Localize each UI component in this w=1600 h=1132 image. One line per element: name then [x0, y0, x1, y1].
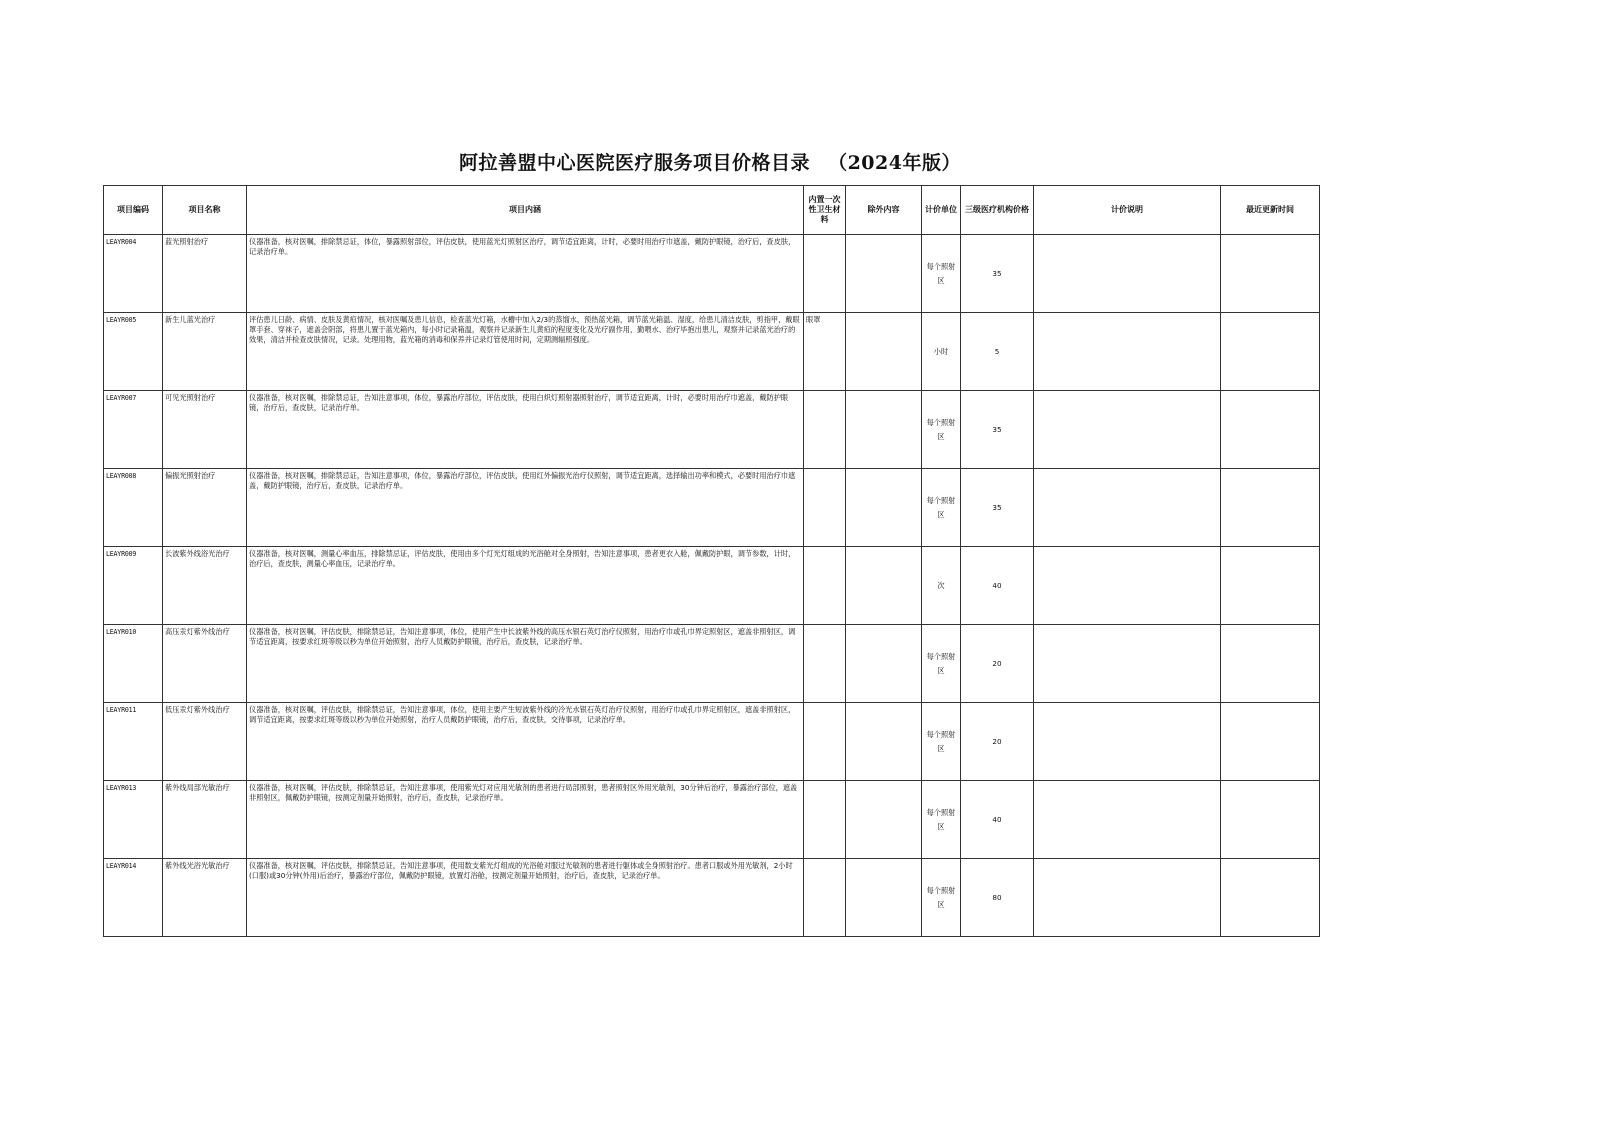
item-disposable: [804, 235, 846, 313]
item-excluded: [846, 625, 922, 703]
item-name: 可见光照射治疗: [163, 391, 247, 469]
table-row: [104, 313, 1320, 391]
item-note: [1034, 703, 1221, 781]
item-note: [1034, 313, 1221, 391]
header-unit: 计价单位: [922, 186, 961, 235]
item-disposable: [804, 703, 846, 781]
item-name: 紫外线局部光敏治疗: [163, 781, 247, 859]
item-code: LEAYR014: [104, 859, 163, 937]
item-disposable: [804, 859, 846, 937]
item-code: LEAYR008: [104, 469, 163, 547]
item-price: 40: [961, 781, 1034, 859]
item-code: LEAYR010: [104, 625, 163, 703]
item-price: 35: [961, 235, 1034, 313]
item-excluded: [846, 391, 922, 469]
item-price: 20: [961, 625, 1034, 703]
item-note: [1034, 235, 1221, 313]
item-disposable: [804, 391, 846, 469]
item-code: LEAYR011: [104, 703, 163, 781]
item-content: 仪器准备，核对医嘱，排除禁忌证，告知注意事项，体位，暴露治疗部位，评估皮肤，使用红外偏振光治疗仪照射，调节适宜距离，选择输出功率和模式，必要时用治疗巾遮盖，戴防护眼镜，治疗后，查皮肤，记录治疗单。: [247, 469, 804, 547]
item-name: 高压汞灯紫外线治疗: [163, 625, 247, 703]
item-disposable: [804, 781, 846, 859]
item-content: 仪器准备，核对医嘱，排除禁忌证，体位，暴露照射部位，评估皮肤，使用蓝光灯照射区治疗，调节适宜距离，计时，必要时用治疗巾遮盖，戴防护眼镜，治疗后，查皮肤，记录治疗单。: [247, 235, 804, 313]
item-updated: [1221, 235, 1320, 313]
item-code: LEAYR004: [104, 235, 163, 313]
table-row: [104, 703, 1320, 781]
header-disposable: 内置一次性卫生材料: [804, 186, 846, 235]
header-excluded: 除外内容: [846, 186, 922, 235]
item-note: [1034, 469, 1221, 547]
table-row: [104, 547, 1320, 625]
item-unit: 每个照射区: [922, 391, 961, 469]
item-content: 仪器准备，核对医嘱，评估皮肤，排除禁忌证，告知注意事项，体位，使用主要产生短波紫外线的冷光水银石英灯治疗仪照射，用治疗巾或孔巾界定照射区，遮盖非照射区，调节适宜距离，按要求红斑等级以秒为单位开始照射，治疗人员戴防护眼镜，治疗后，查皮肤，交待事项，记录治疗单。: [247, 703, 804, 781]
header-content: 项目内涵: [247, 186, 804, 235]
item-name: 长波紫外线浴光治疗: [163, 547, 247, 625]
item-excluded: [846, 469, 922, 547]
item-unit: 每个照射区: [922, 469, 961, 547]
item-unit: 每个照射区: [922, 703, 961, 781]
table-row: [104, 781, 1320, 859]
item-updated: [1221, 391, 1320, 469]
table-row: [104, 469, 1320, 547]
item-code: LEAYR005: [104, 313, 163, 391]
title-main: 阿拉善盟中心医院医疗服务项目价格目录: [459, 152, 811, 174]
item-content: 仪器准备，核对医嘱，评估皮肤，排除禁忌证，告知注意事项，使用紫光灯对应用光敏剂的患者进行局部照射，患者照射区外用光敏剂，30分钟后治疗，暴露治疗部位，遮盖非照射区，佩戴防护眼镜，按测定剂量开始照射，治疗后，查皮肤，记录治疗单。: [247, 781, 804, 859]
item-excluded: [846, 703, 922, 781]
title-edition: （2024年版）: [828, 152, 961, 174]
item-disposable: [804, 469, 846, 547]
item-note: [1034, 859, 1221, 937]
item-updated: [1221, 313, 1320, 391]
item-excluded: [846, 547, 922, 625]
item-note: [1034, 391, 1221, 469]
header-row: [104, 186, 1320, 235]
table-body: [104, 235, 1320, 937]
item-unit: 每个照射区: [922, 859, 961, 937]
item-price: 5: [961, 313, 1034, 391]
table-row: [104, 625, 1320, 703]
item-excluded: [846, 859, 922, 937]
table-row: [104, 391, 1320, 469]
item-price: 35: [961, 391, 1034, 469]
item-code: LEAYR013: [104, 781, 163, 859]
item-name: 偏振光照射治疗: [163, 469, 247, 547]
item-content: 仪器准备，核对医嘱，测量心率血压，排除禁忌证，评估皮肤，使用由多个灯光灯组成的光浴舱对全身照射，告知注意事项，患者更衣入舱，佩戴防护眼，调节参数，计时，治疗后，查皮肤，测量心率血压，记录治疗单。: [247, 547, 804, 625]
header-note: 计价说明: [1034, 186, 1221, 235]
header-name: 项目名称: [163, 186, 247, 235]
header-code: 项目编码: [104, 186, 163, 235]
item-code: LEAYR009: [104, 547, 163, 625]
item-price: 40: [961, 547, 1034, 625]
item-updated: [1221, 781, 1320, 859]
table-row: [104, 235, 1320, 313]
item-unit: 每个照射区: [922, 781, 961, 859]
table-row: [104, 859, 1320, 937]
item-code: LEAYR007: [104, 391, 163, 469]
item-updated: [1221, 547, 1320, 625]
item-note: [1034, 547, 1221, 625]
item-price: 35: [961, 469, 1034, 547]
header-updated: 最近更新时间: [1221, 186, 1320, 235]
item-content: 仪器准备，核对医嘱，评估皮肤，排除禁忌证，告知注意事项，使用数支紫光灯组成的光浴舱对服过光敏剂的患者进行躯体或全身照射治疗。患者口服或外用光敏剂，2小时(口服)或30分钟(外用)后治疗，暴露治疗部位，佩戴防护眼镜，放置灯浴舱，按测定剂量开始照射，治疗后，查皮肤，记录治疗单。: [247, 859, 804, 937]
item-unit: 小时: [922, 313, 961, 391]
item-updated: [1221, 859, 1320, 937]
item-unit: 每个照射区: [922, 235, 961, 313]
item-disposable: [804, 547, 846, 625]
item-excluded: [846, 313, 922, 391]
item-updated: [1221, 625, 1320, 703]
item-name: 蓝光照射治疗: [163, 235, 247, 313]
header-price: 三级医疗机构价格: [961, 186, 1034, 235]
item-note: [1034, 781, 1221, 859]
item-excluded: [846, 781, 922, 859]
item-unit: 次: [922, 547, 961, 625]
price-table: [103, 185, 1320, 937]
item-price: 20: [961, 703, 1034, 781]
item-note: [1034, 625, 1221, 703]
item-updated: [1221, 469, 1320, 547]
page-title: [0, 148, 1420, 175]
item-name: 紫外线光浴光敏治疗: [163, 859, 247, 937]
item-disposable: [804, 625, 846, 703]
table-header: [104, 186, 1320, 235]
item-content: 仪器准备，核对医嘱，评估皮肤，排除禁忌证，告知注意事项，体位，使用产生中长波紫外线的高压水银石英灯治疗仪照射，用治疗巾或孔巾界定照射区，遮盖非照射区，调节适宜距离，按要求红斑等级以秒为单位开始照射，治疗人员戴防护眼镜，治疗后，查皮肤，记录治疗单。: [247, 625, 804, 703]
item-updated: [1221, 703, 1320, 781]
item-price: 80: [961, 859, 1034, 937]
item-disposable: 眼罩: [804, 313, 846, 391]
item-unit: 每个照射区: [922, 625, 961, 703]
item-content: 仪器准备，核对医嘱，排除禁忌证，告知注意事项，体位，暴露治疗部位，评估皮肤，使用白炽灯照射器照射治疗，调节适宜距离，计时，必要时用治疗巾遮盖，戴防护眼镜，治疗后，查皮肤，记录治疗单。: [247, 391, 804, 469]
item-excluded: [846, 235, 922, 313]
item-content: 评估患儿日龄、病情、皮肤及黄疸情况，核对医嘱及患儿信息，检查蓝光灯箱，水槽中加入2/3的蒸馏水，预热蓝光箱，调节蓝光箱温、湿度，给患儿清洁皮肤，剪指甲，戴眼罩手套、穿袜子，遮盖会阴部，将患儿置于蓝光箱内，每小时记录箱温，观察并记录新生儿黄疸的程度变化及光疗副作用，勤喂水、治疗毕抱出患儿，观察并记录蓝光治疗的效果，清洁并检查皮肤情况，记录。处理用物，蓝光箱的消毒和保养并记录灯管使用时间，定期测辐照强度。: [247, 313, 804, 391]
item-name: 新生儿蓝光治疗: [163, 313, 247, 391]
item-name: 低压汞灯紫外线治疗: [163, 703, 247, 781]
